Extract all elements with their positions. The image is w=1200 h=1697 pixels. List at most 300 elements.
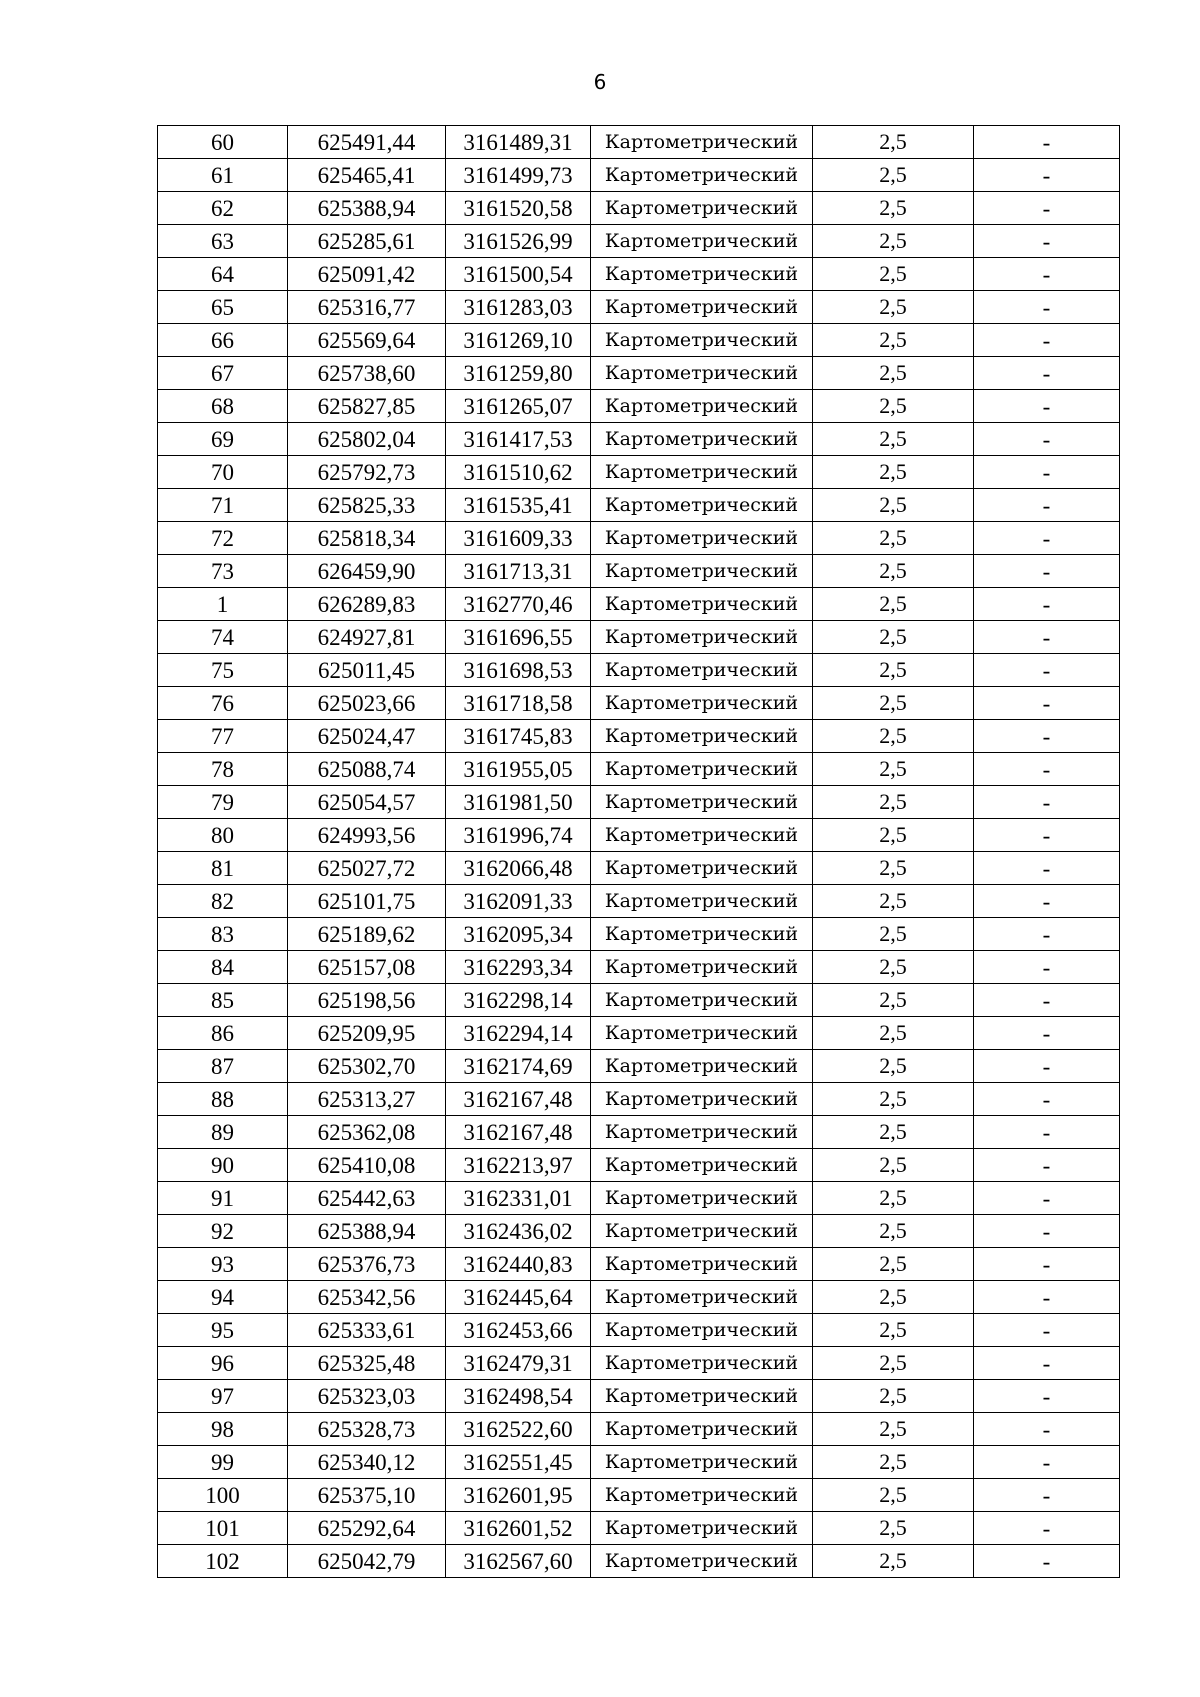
note-cell: - bbox=[974, 654, 1120, 687]
y-coordinate-cell: 3161535,41 bbox=[446, 489, 591, 522]
method-cell: Картометрический bbox=[591, 687, 813, 720]
point-number-cell: 77 bbox=[158, 720, 288, 753]
table-row bbox=[158, 1281, 1120, 1314]
x-coordinate-cell: 626289,83 bbox=[288, 588, 446, 621]
note-cell: - bbox=[974, 1413, 1120, 1446]
x-coordinate-cell: 625091,42 bbox=[288, 258, 446, 291]
x-coordinate-cell: 625465,41 bbox=[288, 159, 446, 192]
method-cell: Картометрический bbox=[591, 522, 813, 555]
accuracy-cell: 2,5 bbox=[813, 456, 974, 489]
note-cell: - bbox=[974, 291, 1120, 324]
accuracy-cell: 2,5 bbox=[813, 1479, 974, 1512]
note-cell: - bbox=[974, 225, 1120, 258]
note-cell: - bbox=[974, 1512, 1120, 1545]
accuracy-cell: 2,5 bbox=[813, 423, 974, 456]
table-row bbox=[158, 1347, 1120, 1380]
accuracy-cell: 2,5 bbox=[813, 1413, 974, 1446]
note-cell: - bbox=[974, 1248, 1120, 1281]
x-coordinate-cell: 625088,74 bbox=[288, 753, 446, 786]
point-number-cell: 83 bbox=[158, 918, 288, 951]
note-cell: - bbox=[974, 1479, 1120, 1512]
point-number-cell: 95 bbox=[158, 1314, 288, 1347]
method-cell: Картометрический bbox=[591, 621, 813, 654]
y-coordinate-cell: 3162601,95 bbox=[446, 1479, 591, 1512]
point-number-cell: 82 bbox=[158, 885, 288, 918]
x-coordinate-cell: 625157,08 bbox=[288, 951, 446, 984]
method-cell: Картометрический bbox=[591, 1314, 813, 1347]
y-coordinate-cell: 3161510,62 bbox=[446, 456, 591, 489]
note-cell: - bbox=[974, 522, 1120, 555]
note-cell: - bbox=[974, 456, 1120, 489]
table-row bbox=[158, 192, 1120, 225]
table-row bbox=[158, 852, 1120, 885]
x-coordinate-cell: 625023,66 bbox=[288, 687, 446, 720]
y-coordinate-cell: 3162091,33 bbox=[446, 885, 591, 918]
point-number-cell: 67 bbox=[158, 357, 288, 390]
table-row bbox=[158, 324, 1120, 357]
method-cell: Картометрический bbox=[591, 885, 813, 918]
y-coordinate-cell: 3161981,50 bbox=[446, 786, 591, 819]
accuracy-cell: 2,5 bbox=[813, 984, 974, 1017]
y-coordinate-cell: 3162066,48 bbox=[446, 852, 591, 885]
table-row bbox=[158, 687, 1120, 720]
method-cell: Картометрический bbox=[591, 1479, 813, 1512]
point-number-cell: 80 bbox=[158, 819, 288, 852]
table-row bbox=[158, 1083, 1120, 1116]
note-cell: - bbox=[974, 1182, 1120, 1215]
x-coordinate-cell: 625328,73 bbox=[288, 1413, 446, 1446]
point-number-cell: 1 bbox=[158, 588, 288, 621]
note-cell: - bbox=[974, 1116, 1120, 1149]
x-coordinate-cell: 625818,34 bbox=[288, 522, 446, 555]
note-cell: - bbox=[974, 1314, 1120, 1347]
accuracy-cell: 2,5 bbox=[813, 522, 974, 555]
point-number-cell: 94 bbox=[158, 1281, 288, 1314]
note-cell: - bbox=[974, 1017, 1120, 1050]
method-cell: Картометрический bbox=[591, 1545, 813, 1578]
x-coordinate-cell: 625442,63 bbox=[288, 1182, 446, 1215]
x-coordinate-cell: 625375,10 bbox=[288, 1479, 446, 1512]
method-cell: Картометрический bbox=[591, 1149, 813, 1182]
table-row bbox=[158, 654, 1120, 687]
y-coordinate-cell: 3161996,74 bbox=[446, 819, 591, 852]
y-coordinate-cell: 3162522,60 bbox=[446, 1413, 591, 1446]
y-coordinate-cell: 3161259,80 bbox=[446, 357, 591, 390]
note-cell: - bbox=[974, 621, 1120, 654]
x-coordinate-cell: 625302,70 bbox=[288, 1050, 446, 1083]
point-number-cell: 71 bbox=[158, 489, 288, 522]
method-cell: Картометрический bbox=[591, 225, 813, 258]
note-cell: - bbox=[974, 588, 1120, 621]
note-cell: - bbox=[974, 159, 1120, 192]
x-coordinate-cell: 625802,04 bbox=[288, 423, 446, 456]
accuracy-cell: 2,5 bbox=[813, 192, 974, 225]
point-number-cell: 101 bbox=[158, 1512, 288, 1545]
y-coordinate-cell: 3161269,10 bbox=[446, 324, 591, 357]
x-coordinate-cell: 625101,75 bbox=[288, 885, 446, 918]
table-row bbox=[158, 1149, 1120, 1182]
table-row bbox=[158, 1413, 1120, 1446]
table-row bbox=[158, 423, 1120, 456]
x-coordinate-cell: 625827,85 bbox=[288, 390, 446, 423]
y-coordinate-cell: 3162601,52 bbox=[446, 1512, 591, 1545]
point-number-cell: 88 bbox=[158, 1083, 288, 1116]
note-cell: - bbox=[974, 1380, 1120, 1413]
y-coordinate-cell: 3162213,97 bbox=[446, 1149, 591, 1182]
x-coordinate-cell: 625189,62 bbox=[288, 918, 446, 951]
point-number-cell: 66 bbox=[158, 324, 288, 357]
point-number-cell: 99 bbox=[158, 1446, 288, 1479]
x-coordinate-cell: 625316,77 bbox=[288, 291, 446, 324]
y-coordinate-cell: 3161698,53 bbox=[446, 654, 591, 687]
x-coordinate-cell: 625027,72 bbox=[288, 852, 446, 885]
y-coordinate-cell: 3161526,99 bbox=[446, 225, 591, 258]
table-row bbox=[158, 522, 1120, 555]
note-cell: - bbox=[974, 984, 1120, 1017]
x-coordinate-cell: 625285,61 bbox=[288, 225, 446, 258]
accuracy-cell: 2,5 bbox=[813, 1017, 974, 1050]
point-number-cell: 96 bbox=[158, 1347, 288, 1380]
method-cell: Картометрический bbox=[591, 555, 813, 588]
accuracy-cell: 2,5 bbox=[813, 1545, 974, 1578]
accuracy-cell: 2,5 bbox=[813, 819, 974, 852]
method-cell: Картометрический bbox=[591, 1017, 813, 1050]
accuracy-cell: 2,5 bbox=[813, 1380, 974, 1413]
point-number-cell: 72 bbox=[158, 522, 288, 555]
accuracy-cell: 2,5 bbox=[813, 126, 974, 159]
method-cell: Картометрический bbox=[591, 918, 813, 951]
y-coordinate-cell: 3161265,07 bbox=[446, 390, 591, 423]
note-cell: - bbox=[974, 1545, 1120, 1578]
accuracy-cell: 2,5 bbox=[813, 1347, 974, 1380]
accuracy-cell: 2,5 bbox=[813, 720, 974, 753]
table-row bbox=[158, 720, 1120, 753]
point-number-cell: 98 bbox=[158, 1413, 288, 1446]
point-number-cell: 70 bbox=[158, 456, 288, 489]
note-cell: - bbox=[974, 786, 1120, 819]
accuracy-cell: 2,5 bbox=[813, 1314, 974, 1347]
y-coordinate-cell: 3162174,69 bbox=[446, 1050, 591, 1083]
table-row bbox=[158, 1116, 1120, 1149]
y-coordinate-cell: 3162294,14 bbox=[446, 1017, 591, 1050]
method-cell: Картометрический bbox=[591, 1050, 813, 1083]
point-number-cell: 78 bbox=[158, 753, 288, 786]
table-row bbox=[158, 456, 1120, 489]
table-row bbox=[158, 1017, 1120, 1050]
point-number-cell: 85 bbox=[158, 984, 288, 1017]
table-row bbox=[158, 885, 1120, 918]
method-cell: Картометрический bbox=[591, 159, 813, 192]
y-coordinate-cell: 3162770,46 bbox=[446, 588, 591, 621]
table-row bbox=[158, 1248, 1120, 1281]
y-coordinate-cell: 3161745,83 bbox=[446, 720, 591, 753]
method-cell: Картометрический bbox=[591, 489, 813, 522]
accuracy-cell: 2,5 bbox=[813, 753, 974, 786]
table-row bbox=[158, 1314, 1120, 1347]
method-cell: Картометрический bbox=[591, 1512, 813, 1545]
x-coordinate-cell: 625491,44 bbox=[288, 126, 446, 159]
note-cell: - bbox=[974, 555, 1120, 588]
point-number-cell: 62 bbox=[158, 192, 288, 225]
y-coordinate-cell: 3162167,48 bbox=[446, 1116, 591, 1149]
accuracy-cell: 2,5 bbox=[813, 159, 974, 192]
accuracy-cell: 2,5 bbox=[813, 885, 974, 918]
accuracy-cell: 2,5 bbox=[813, 1248, 974, 1281]
accuracy-cell: 2,5 bbox=[813, 489, 974, 522]
table-row bbox=[158, 621, 1120, 654]
accuracy-cell: 2,5 bbox=[813, 1281, 974, 1314]
accuracy-cell: 2,5 bbox=[813, 621, 974, 654]
y-coordinate-cell: 3162167,48 bbox=[446, 1083, 591, 1116]
note-cell: - bbox=[974, 720, 1120, 753]
point-number-cell: 97 bbox=[158, 1380, 288, 1413]
method-cell: Картометрический bbox=[591, 984, 813, 1017]
point-number-cell: 64 bbox=[158, 258, 288, 291]
y-coordinate-cell: 3161609,33 bbox=[446, 522, 591, 555]
point-number-cell: 84 bbox=[158, 951, 288, 984]
method-cell: Картометрический bbox=[591, 324, 813, 357]
point-number-cell: 75 bbox=[158, 654, 288, 687]
point-number-cell: 100 bbox=[158, 1479, 288, 1512]
table-row bbox=[158, 918, 1120, 951]
accuracy-cell: 2,5 bbox=[813, 225, 974, 258]
method-cell: Картометрический bbox=[591, 258, 813, 291]
point-number-cell: 69 bbox=[158, 423, 288, 456]
note-cell: - bbox=[974, 1149, 1120, 1182]
x-coordinate-cell: 625313,27 bbox=[288, 1083, 446, 1116]
y-coordinate-cell: 3162551,45 bbox=[446, 1446, 591, 1479]
x-coordinate-cell: 625410,08 bbox=[288, 1149, 446, 1182]
table-row bbox=[158, 951, 1120, 984]
accuracy-cell: 2,5 bbox=[813, 1182, 974, 1215]
point-number-cell: 81 bbox=[158, 852, 288, 885]
y-coordinate-cell: 3162498,54 bbox=[446, 1380, 591, 1413]
coordinates-table-body bbox=[158, 126, 1120, 1578]
accuracy-cell: 2,5 bbox=[813, 258, 974, 291]
y-coordinate-cell: 3162440,83 bbox=[446, 1248, 591, 1281]
method-cell: Картометрический bbox=[591, 1446, 813, 1479]
x-coordinate-cell: 624993,56 bbox=[288, 819, 446, 852]
accuracy-cell: 2,5 bbox=[813, 390, 974, 423]
point-number-cell: 89 bbox=[158, 1116, 288, 1149]
method-cell: Картометрический bbox=[591, 1083, 813, 1116]
table-row bbox=[158, 1182, 1120, 1215]
table-row bbox=[158, 489, 1120, 522]
point-number-cell: 90 bbox=[158, 1149, 288, 1182]
table-row bbox=[158, 1215, 1120, 1248]
y-coordinate-cell: 3162298,14 bbox=[446, 984, 591, 1017]
accuracy-cell: 2,5 bbox=[813, 324, 974, 357]
y-coordinate-cell: 3161417,53 bbox=[446, 423, 591, 456]
method-cell: Картометрический bbox=[591, 1248, 813, 1281]
accuracy-cell: 2,5 bbox=[813, 1446, 974, 1479]
method-cell: Картометрический bbox=[591, 951, 813, 984]
x-coordinate-cell: 625323,03 bbox=[288, 1380, 446, 1413]
table-row bbox=[158, 1050, 1120, 1083]
y-coordinate-cell: 3162293,34 bbox=[446, 951, 591, 984]
y-coordinate-cell: 3161499,73 bbox=[446, 159, 591, 192]
x-coordinate-cell: 625325,48 bbox=[288, 1347, 446, 1380]
coordinates-table bbox=[157, 125, 1120, 1578]
accuracy-cell: 2,5 bbox=[813, 1215, 974, 1248]
x-coordinate-cell: 625362,08 bbox=[288, 1116, 446, 1149]
note-cell: - bbox=[974, 918, 1120, 951]
note-cell: - bbox=[974, 1215, 1120, 1248]
table-row bbox=[158, 1512, 1120, 1545]
note-cell: - bbox=[974, 1446, 1120, 1479]
accuracy-cell: 2,5 bbox=[813, 1050, 974, 1083]
method-cell: Картометрический bbox=[591, 852, 813, 885]
point-number-cell: 93 bbox=[158, 1248, 288, 1281]
y-coordinate-cell: 3161955,05 bbox=[446, 753, 591, 786]
method-cell: Картометрический bbox=[591, 126, 813, 159]
x-coordinate-cell: 625388,94 bbox=[288, 192, 446, 225]
x-coordinate-cell: 624927,81 bbox=[288, 621, 446, 654]
point-number-cell: 61 bbox=[158, 159, 288, 192]
note-cell: - bbox=[974, 1050, 1120, 1083]
y-coordinate-cell: 3161713,31 bbox=[446, 555, 591, 588]
method-cell: Картометрический bbox=[591, 1215, 813, 1248]
note-cell: - bbox=[974, 753, 1120, 786]
y-coordinate-cell: 3162479,31 bbox=[446, 1347, 591, 1380]
x-coordinate-cell: 625376,73 bbox=[288, 1248, 446, 1281]
table-row bbox=[158, 225, 1120, 258]
point-number-cell: 74 bbox=[158, 621, 288, 654]
y-coordinate-cell: 3161696,55 bbox=[446, 621, 591, 654]
accuracy-cell: 2,5 bbox=[813, 588, 974, 621]
x-coordinate-cell: 625011,45 bbox=[288, 654, 446, 687]
accuracy-cell: 2,5 bbox=[813, 852, 974, 885]
x-coordinate-cell: 625054,57 bbox=[288, 786, 446, 819]
y-coordinate-cell: 3162567,60 bbox=[446, 1545, 591, 1578]
table-row bbox=[158, 291, 1120, 324]
method-cell: Картометрический bbox=[591, 1182, 813, 1215]
point-number-cell: 79 bbox=[158, 786, 288, 819]
point-number-cell: 68 bbox=[158, 390, 288, 423]
note-cell: - bbox=[974, 1083, 1120, 1116]
note-cell: - bbox=[974, 819, 1120, 852]
point-number-cell: 87 bbox=[158, 1050, 288, 1083]
point-number-cell: 102 bbox=[158, 1545, 288, 1578]
method-cell: Картометрический bbox=[591, 456, 813, 489]
y-coordinate-cell: 3161500,54 bbox=[446, 258, 591, 291]
method-cell: Картометрический bbox=[591, 1116, 813, 1149]
y-coordinate-cell: 3162436,02 bbox=[446, 1215, 591, 1248]
table-row bbox=[158, 390, 1120, 423]
accuracy-cell: 2,5 bbox=[813, 918, 974, 951]
point-number-cell: 60 bbox=[158, 126, 288, 159]
y-coordinate-cell: 3161520,58 bbox=[446, 192, 591, 225]
accuracy-cell: 2,5 bbox=[813, 786, 974, 819]
method-cell: Картометрический bbox=[591, 423, 813, 456]
table-row bbox=[158, 1479, 1120, 1512]
x-coordinate-cell: 625333,61 bbox=[288, 1314, 446, 1347]
note-cell: - bbox=[974, 126, 1120, 159]
point-number-cell: 76 bbox=[158, 687, 288, 720]
x-coordinate-cell: 625024,47 bbox=[288, 720, 446, 753]
table-row bbox=[158, 588, 1120, 621]
x-coordinate-cell: 626459,90 bbox=[288, 555, 446, 588]
y-coordinate-cell: 3162331,01 bbox=[446, 1182, 591, 1215]
note-cell: - bbox=[974, 357, 1120, 390]
table-row bbox=[158, 786, 1120, 819]
method-cell: Картометрический bbox=[591, 357, 813, 390]
point-number-cell: 92 bbox=[158, 1215, 288, 1248]
point-number-cell: 91 bbox=[158, 1182, 288, 1215]
method-cell: Картометрический bbox=[591, 720, 813, 753]
method-cell: Картометрический bbox=[591, 192, 813, 225]
table-row bbox=[158, 1545, 1120, 1578]
note-cell: - bbox=[974, 852, 1120, 885]
table-row bbox=[158, 1380, 1120, 1413]
table-row bbox=[158, 159, 1120, 192]
method-cell: Картометрический bbox=[591, 390, 813, 423]
note-cell: - bbox=[974, 423, 1120, 456]
table-row bbox=[158, 819, 1120, 852]
x-coordinate-cell: 625340,12 bbox=[288, 1446, 446, 1479]
y-coordinate-cell: 3162453,66 bbox=[446, 1314, 591, 1347]
x-coordinate-cell: 625569,64 bbox=[288, 324, 446, 357]
note-cell: - bbox=[974, 1281, 1120, 1314]
x-coordinate-cell: 625198,56 bbox=[288, 984, 446, 1017]
point-number-cell: 86 bbox=[158, 1017, 288, 1050]
x-coordinate-cell: 625388,94 bbox=[288, 1215, 446, 1248]
accuracy-cell: 2,5 bbox=[813, 291, 974, 324]
method-cell: Картометрический bbox=[591, 786, 813, 819]
table-row bbox=[158, 984, 1120, 1017]
accuracy-cell: 2,5 bbox=[813, 357, 974, 390]
accuracy-cell: 2,5 bbox=[813, 654, 974, 687]
x-coordinate-cell: 625042,79 bbox=[288, 1545, 446, 1578]
note-cell: - bbox=[974, 192, 1120, 225]
method-cell: Картометрический bbox=[591, 1380, 813, 1413]
accuracy-cell: 2,5 bbox=[813, 1116, 974, 1149]
accuracy-cell: 2,5 bbox=[813, 687, 974, 720]
x-coordinate-cell: 625792,73 bbox=[288, 456, 446, 489]
table-row bbox=[158, 258, 1120, 291]
note-cell: - bbox=[974, 489, 1120, 522]
x-coordinate-cell: 625738,60 bbox=[288, 357, 446, 390]
table-row bbox=[158, 555, 1120, 588]
y-coordinate-cell: 3161489,31 bbox=[446, 126, 591, 159]
y-coordinate-cell: 3162095,34 bbox=[446, 918, 591, 951]
note-cell: - bbox=[974, 951, 1120, 984]
page-number: 6 bbox=[593, 70, 607, 94]
note-cell: - bbox=[974, 324, 1120, 357]
x-coordinate-cell: 625825,33 bbox=[288, 489, 446, 522]
accuracy-cell: 2,5 bbox=[813, 555, 974, 588]
table-row bbox=[158, 753, 1120, 786]
note-cell: - bbox=[974, 390, 1120, 423]
accuracy-cell: 2,5 bbox=[813, 1512, 974, 1545]
note-cell: - bbox=[974, 1347, 1120, 1380]
y-coordinate-cell: 3162445,64 bbox=[446, 1281, 591, 1314]
x-coordinate-cell: 625292,64 bbox=[288, 1512, 446, 1545]
x-coordinate-cell: 625209,95 bbox=[288, 1017, 446, 1050]
table-row bbox=[158, 126, 1120, 159]
accuracy-cell: 2,5 bbox=[813, 1083, 974, 1116]
method-cell: Картометрический bbox=[591, 654, 813, 687]
point-number-cell: 65 bbox=[158, 291, 288, 324]
x-coordinate-cell: 625342,56 bbox=[288, 1281, 446, 1314]
table-row bbox=[158, 1446, 1120, 1479]
y-coordinate-cell: 3161718,58 bbox=[446, 687, 591, 720]
method-cell: Картометрический bbox=[591, 1281, 813, 1314]
method-cell: Картометрический bbox=[591, 1347, 813, 1380]
point-number-cell: 73 bbox=[158, 555, 288, 588]
accuracy-cell: 2,5 bbox=[813, 1149, 974, 1182]
table-row bbox=[158, 357, 1120, 390]
